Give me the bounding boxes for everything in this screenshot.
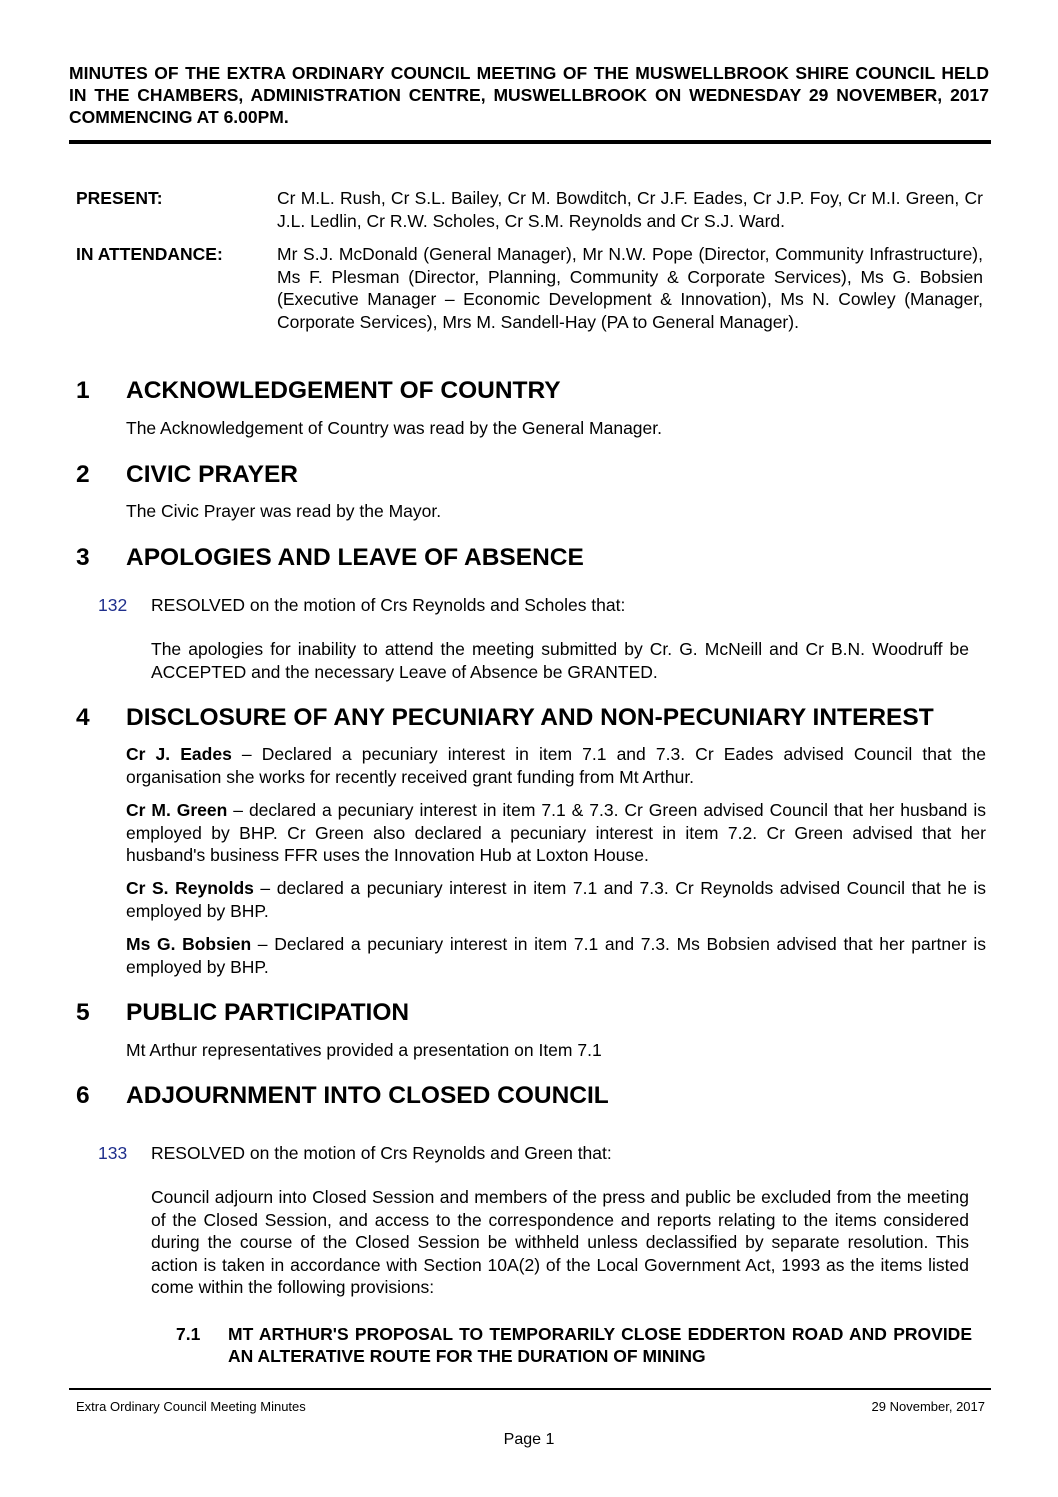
subitem-number: 7.1 bbox=[176, 1324, 201, 1344]
footer-divider bbox=[69, 1388, 991, 1390]
document-title: MINUTES OF THE EXTRA ORDINARY COUNCIL MEETING OF THE MUSWELLBROOK SHIRE COUNCIL HELD IN THE CHAMBERS, ADMINISTRATION CENTRE, MUSWELLBROOK ON WEDNESDAY 29 NOVEMBER, 2017 COMMENCING AT 6.00PM. bbox=[69, 63, 989, 127]
footer-title: Extra Ordinary Council Meeting Minutes bbox=[76, 1399, 306, 1414]
resolution-number: 133 bbox=[98, 1143, 128, 1163]
section-title: ACKNOWLEDGEMENT OF COUNTRY bbox=[126, 377, 561, 404]
disclosure-item bbox=[126, 877, 986, 922]
subitem-title: MT ARTHUR'S PROPOSAL TO TEMPORARILY CLOSE EDDERTON ROAD AND PROVIDE AN ALTERATIVE ROUTE FOR THE DURATION OF MINING bbox=[228, 1324, 972, 1366]
title-divider bbox=[69, 140, 991, 144]
page-number: Page 1 bbox=[503, 1431, 555, 1448]
section-title: PUBLIC PARTICIPATION bbox=[126, 999, 410, 1026]
section-title: ADJOURNMENT INTO CLOSED COUNCIL bbox=[126, 1082, 609, 1109]
section-title: APOLOGIES AND LEAVE OF ABSENCE bbox=[126, 544, 584, 571]
section-number: 5 bbox=[76, 999, 90, 1026]
resolution-body: The apologies for inability to attend the meeting submitted by Cr. G. McNeill and Cr B.N. Woodruff be ACCEPTED and the necessary Leave of Absence be GRANTED. bbox=[151, 639, 969, 682]
section-text: The Acknowledgement of Country was read by the General Manager. bbox=[126, 418, 662, 438]
resolution-text: RESOLVED on the motion of Crs Reynolds and Green that: bbox=[151, 1143, 612, 1163]
section-text: The Civic Prayer was read by the Mayor. bbox=[126, 501, 442, 521]
footer-date: 29 November, 2017 bbox=[871, 1399, 985, 1414]
present-text: Cr M.L. Rush, Cr S.L. Bailey, Cr M. Bowditch, Cr J.F. Eades, Cr J.P. Foy, Cr M.I. Green, Cr J.L. Ledlin, Cr R.W. Scholes, Cr S.M. Reynolds and Cr S.J. Ward. bbox=[277, 188, 983, 231]
in-attendance-text: Mr S.J. McDonald (General Manager), Mr N.W. Pope (Director, Community Infrastructure), Ms F. Plesman (Director, Planning, Community & Corporate Services), Ms G. Bobsien (Executive Manager – Economic Development & Innovation), Ms N. Cowley (Manager, Corporate Services), Mrs M. Sandell-Hay (PA to General Manager). bbox=[277, 244, 983, 332]
section-number: 1 bbox=[76, 377, 90, 404]
in-attendance-label: IN ATTENDANCE: bbox=[76, 244, 223, 264]
section-number: 2 bbox=[76, 461, 90, 488]
disclosure-name: Cr S. Reynolds bbox=[126, 878, 254, 898]
disclosure-name: Cr J. Eades bbox=[126, 744, 232, 764]
disclosure-text: – Declared a pecuniary interest in item 7.1 and 7.3. Cr Eades advised Council that the organisation she works for recently received grant funding from Mt Arthur. bbox=[126, 744, 986, 787]
disclosure-text: – declared a pecuniary interest in item 7.1 & 7.3. Cr Green advised Council that her husband is employed by BHP. Cr Green also declared a pecuniary interest in item 7.2. Cr Green advised that her husband's business FFR uses the Innovation Hub at Loxton House. bbox=[126, 800, 986, 865]
disclosure-name: Cr M. Green bbox=[126, 800, 228, 820]
disclosure-item bbox=[126, 799, 986, 867]
section-number: 4 bbox=[76, 704, 90, 731]
section-title: DISCLOSURE OF ANY PECUNIARY AND NON-PECUNIARY INTEREST bbox=[126, 704, 934, 731]
disclosure-text: – Declared a pecuniary interest in item 7.1 and 7.3. Ms Bobsien advised that her partner is employed by BHP. bbox=[126, 934, 986, 977]
section-text: Mt Arthur representatives provided a presentation on Item 7.1 bbox=[126, 1040, 602, 1060]
disclosure-item bbox=[126, 743, 986, 788]
present-label: PRESENT: bbox=[76, 188, 163, 208]
disclosure-item bbox=[126, 933, 986, 978]
resolution-body: Council adjourn into Closed Session and members of the press and public be excluded from the meeting of the Closed Session, and access to the correspondence and reports relating to the items considered during the course of the Closed Session be withheld unless declassified by separate resolution. This action is taken in accordance with Section 10A(2) of the Local Government Act, 1993 as the items listed come within the following provisions: bbox=[151, 1187, 969, 1297]
section-number: 6 bbox=[76, 1082, 90, 1109]
disclosure-name: Ms G. Bobsien bbox=[126, 934, 252, 954]
disclosure-text: – declared a pecuniary interest in item 7.1 and 7.3. Cr Reynolds advised Council that he is employed by BHP. bbox=[126, 878, 986, 921]
section-title: CIVIC PRAYER bbox=[126, 461, 299, 488]
section-number: 3 bbox=[76, 544, 90, 571]
resolution-text: RESOLVED on the motion of Crs Reynolds and Scholes that: bbox=[151, 595, 626, 615]
resolution-number: 132 bbox=[98, 595, 128, 615]
